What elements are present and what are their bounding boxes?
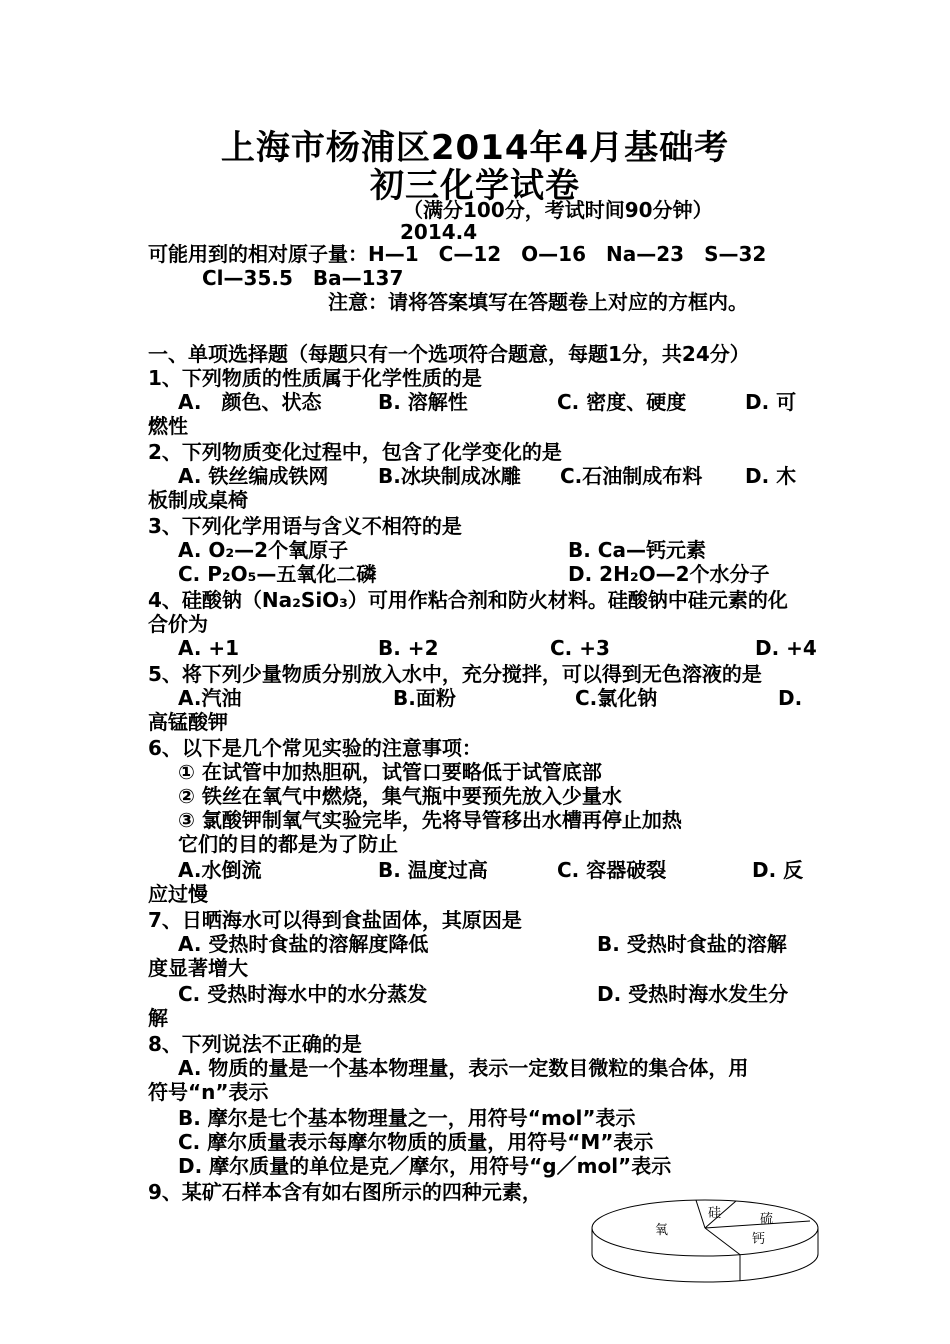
option-c: C. 密度、硬度 [557, 390, 687, 414]
pie-label-oxygen: 氧 [655, 1223, 669, 1238]
question-stem: 4、硅酸钠（Na₂SiO₃）可用作粘合剂和防火材料。硅酸钠中硅元素的化 [148, 588, 788, 612]
option-wrap: 符号“n”表示 [148, 1080, 269, 1104]
option-wrap: 板制成桌椅 [148, 488, 248, 512]
option-a: A. 铁丝编成铁网 [178, 464, 329, 488]
option-a: A. +1 [178, 636, 240, 660]
list-item: ② 铁丝在氧气中燃烧，集气瓶中要预先放入少量水 [178, 784, 622, 808]
list-item: ③ 氯酸钾制氧气实验完毕，先将导管移出水槽再停止加热 [178, 808, 682, 832]
option-b: B. 温度过高 [378, 858, 488, 882]
option-b: B. 受热时食盐的溶解 [597, 932, 787, 956]
option-b: B. Ca—钙元素 [568, 538, 706, 562]
question-stem: 7、日晒海水可以得到食盐固体，其原因是 [148, 908, 522, 932]
option-b: B.面粉 [393, 686, 456, 710]
option-wrap: 燃性 [148, 414, 188, 438]
option-d: D. [778, 686, 803, 710]
option-d: D. 摩尔质量的单位是克／摩尔，用符号“g／mol”表示 [178, 1154, 672, 1178]
option-a: A. O₂—2个氧原子 [178, 538, 349, 562]
question-stem: 5、将下列少量物质分别放入水中，充分搅拌，可以得到无色溶液的是 [148, 662, 762, 686]
question-stem-wrap: 合价为 [148, 612, 208, 636]
option-d: D. +4 [755, 636, 817, 660]
option-b: B.冰块制成冰雕 [378, 464, 521, 488]
option-d: D. 受热时海水发生分 [597, 982, 789, 1006]
question-tail: 它们的目的都是为了防止 [178, 832, 398, 856]
option-a: A.水倒流 [178, 858, 262, 882]
question-stem: 3、下列化学用语与含义不相符的是 [148, 514, 462, 538]
exam-title-line2: 初三化学试卷 [370, 166, 580, 206]
option-c: C.石油制成布料 [560, 464, 703, 488]
option-b: B. +2 [378, 636, 439, 660]
question-stem: 1、下列物质的性质属于化学性质的是 [148, 366, 482, 390]
pie-label-sulfur: 硫 [760, 1212, 774, 1227]
atomic-mass-line1: 可能用到的相对原子量：H—1 C—12 O—16 Na—23 S—32 [148, 242, 767, 266]
exam-title-line1: 上海市杨浦区2014年4月基础考 [220, 128, 730, 168]
option-c: C. 摩尔质量表示每摩尔物质的质量，用符号“M”表示 [178, 1130, 654, 1154]
option-a: A. 颜色、状态 [178, 390, 322, 414]
atomic-mass-line2: Cl—35.5 Ba—137 [202, 266, 404, 290]
exam-subtitle: （满分100分，考试时间90分钟） [403, 198, 713, 222]
option-a: A. 物质的量是一个基本物理量，表示一定数目微粒的集合体，用 [178, 1056, 749, 1080]
pie-label-silicon: 硅 [708, 1206, 722, 1221]
option-d: D. 木 [745, 464, 797, 488]
option-wrap: 度显著增大 [148, 956, 248, 980]
option-wrap: 解 [148, 1006, 168, 1030]
option-wrap: 高锰酸钾 [148, 710, 228, 734]
exam-date: 2014.4 [400, 220, 478, 244]
question-stem: 2、下列物质变化过程中，包含了化学变化的是 [148, 440, 562, 464]
question-stem: 8、下列说法不正确的是 [148, 1032, 362, 1056]
option-d: D. 可 [745, 390, 797, 414]
option-c: C. +3 [550, 636, 610, 660]
option-c: C.氯化钠 [575, 686, 658, 710]
question-stem: 9、某矿石样本含有如右图所示的四种元素， [148, 1180, 542, 1204]
option-a: A. 受热时食盐的溶解度降低 [178, 932, 429, 956]
option-a: A.汽油 [178, 686, 242, 710]
option-c: C. 受热时海水中的水分蒸发 [178, 982, 428, 1006]
list-item: ① 在试管中加热胆矾，试管口要略低于试管底部 [178, 760, 602, 784]
notice-text: 注意：请将答案填写在答题卷上对应的方框内。 [328, 290, 748, 314]
question-stem: 6、以下是几个常见实验的注意事项： [148, 736, 482, 760]
pie-label-calcium: 钙 [752, 1232, 766, 1247]
element-pie-figure [590, 1196, 820, 1286]
option-b: B. 溶解性 [378, 390, 468, 414]
option-wrap: 应过慢 [148, 882, 208, 906]
option-c: C. P₂O₅—五氧化二磷 [178, 562, 377, 586]
option-d: D. 2H₂O—2个水分子 [568, 562, 770, 586]
option-c: C. 容器破裂 [557, 858, 667, 882]
option-d: D. 反 [752, 858, 804, 882]
option-b: B. 摩尔是七个基本物理量之一，用符号“mol”表示 [178, 1106, 636, 1130]
section-heading: 一、单项选择题（每题只有一个选项符合题意，每题1分，共24分） [148, 342, 750, 366]
